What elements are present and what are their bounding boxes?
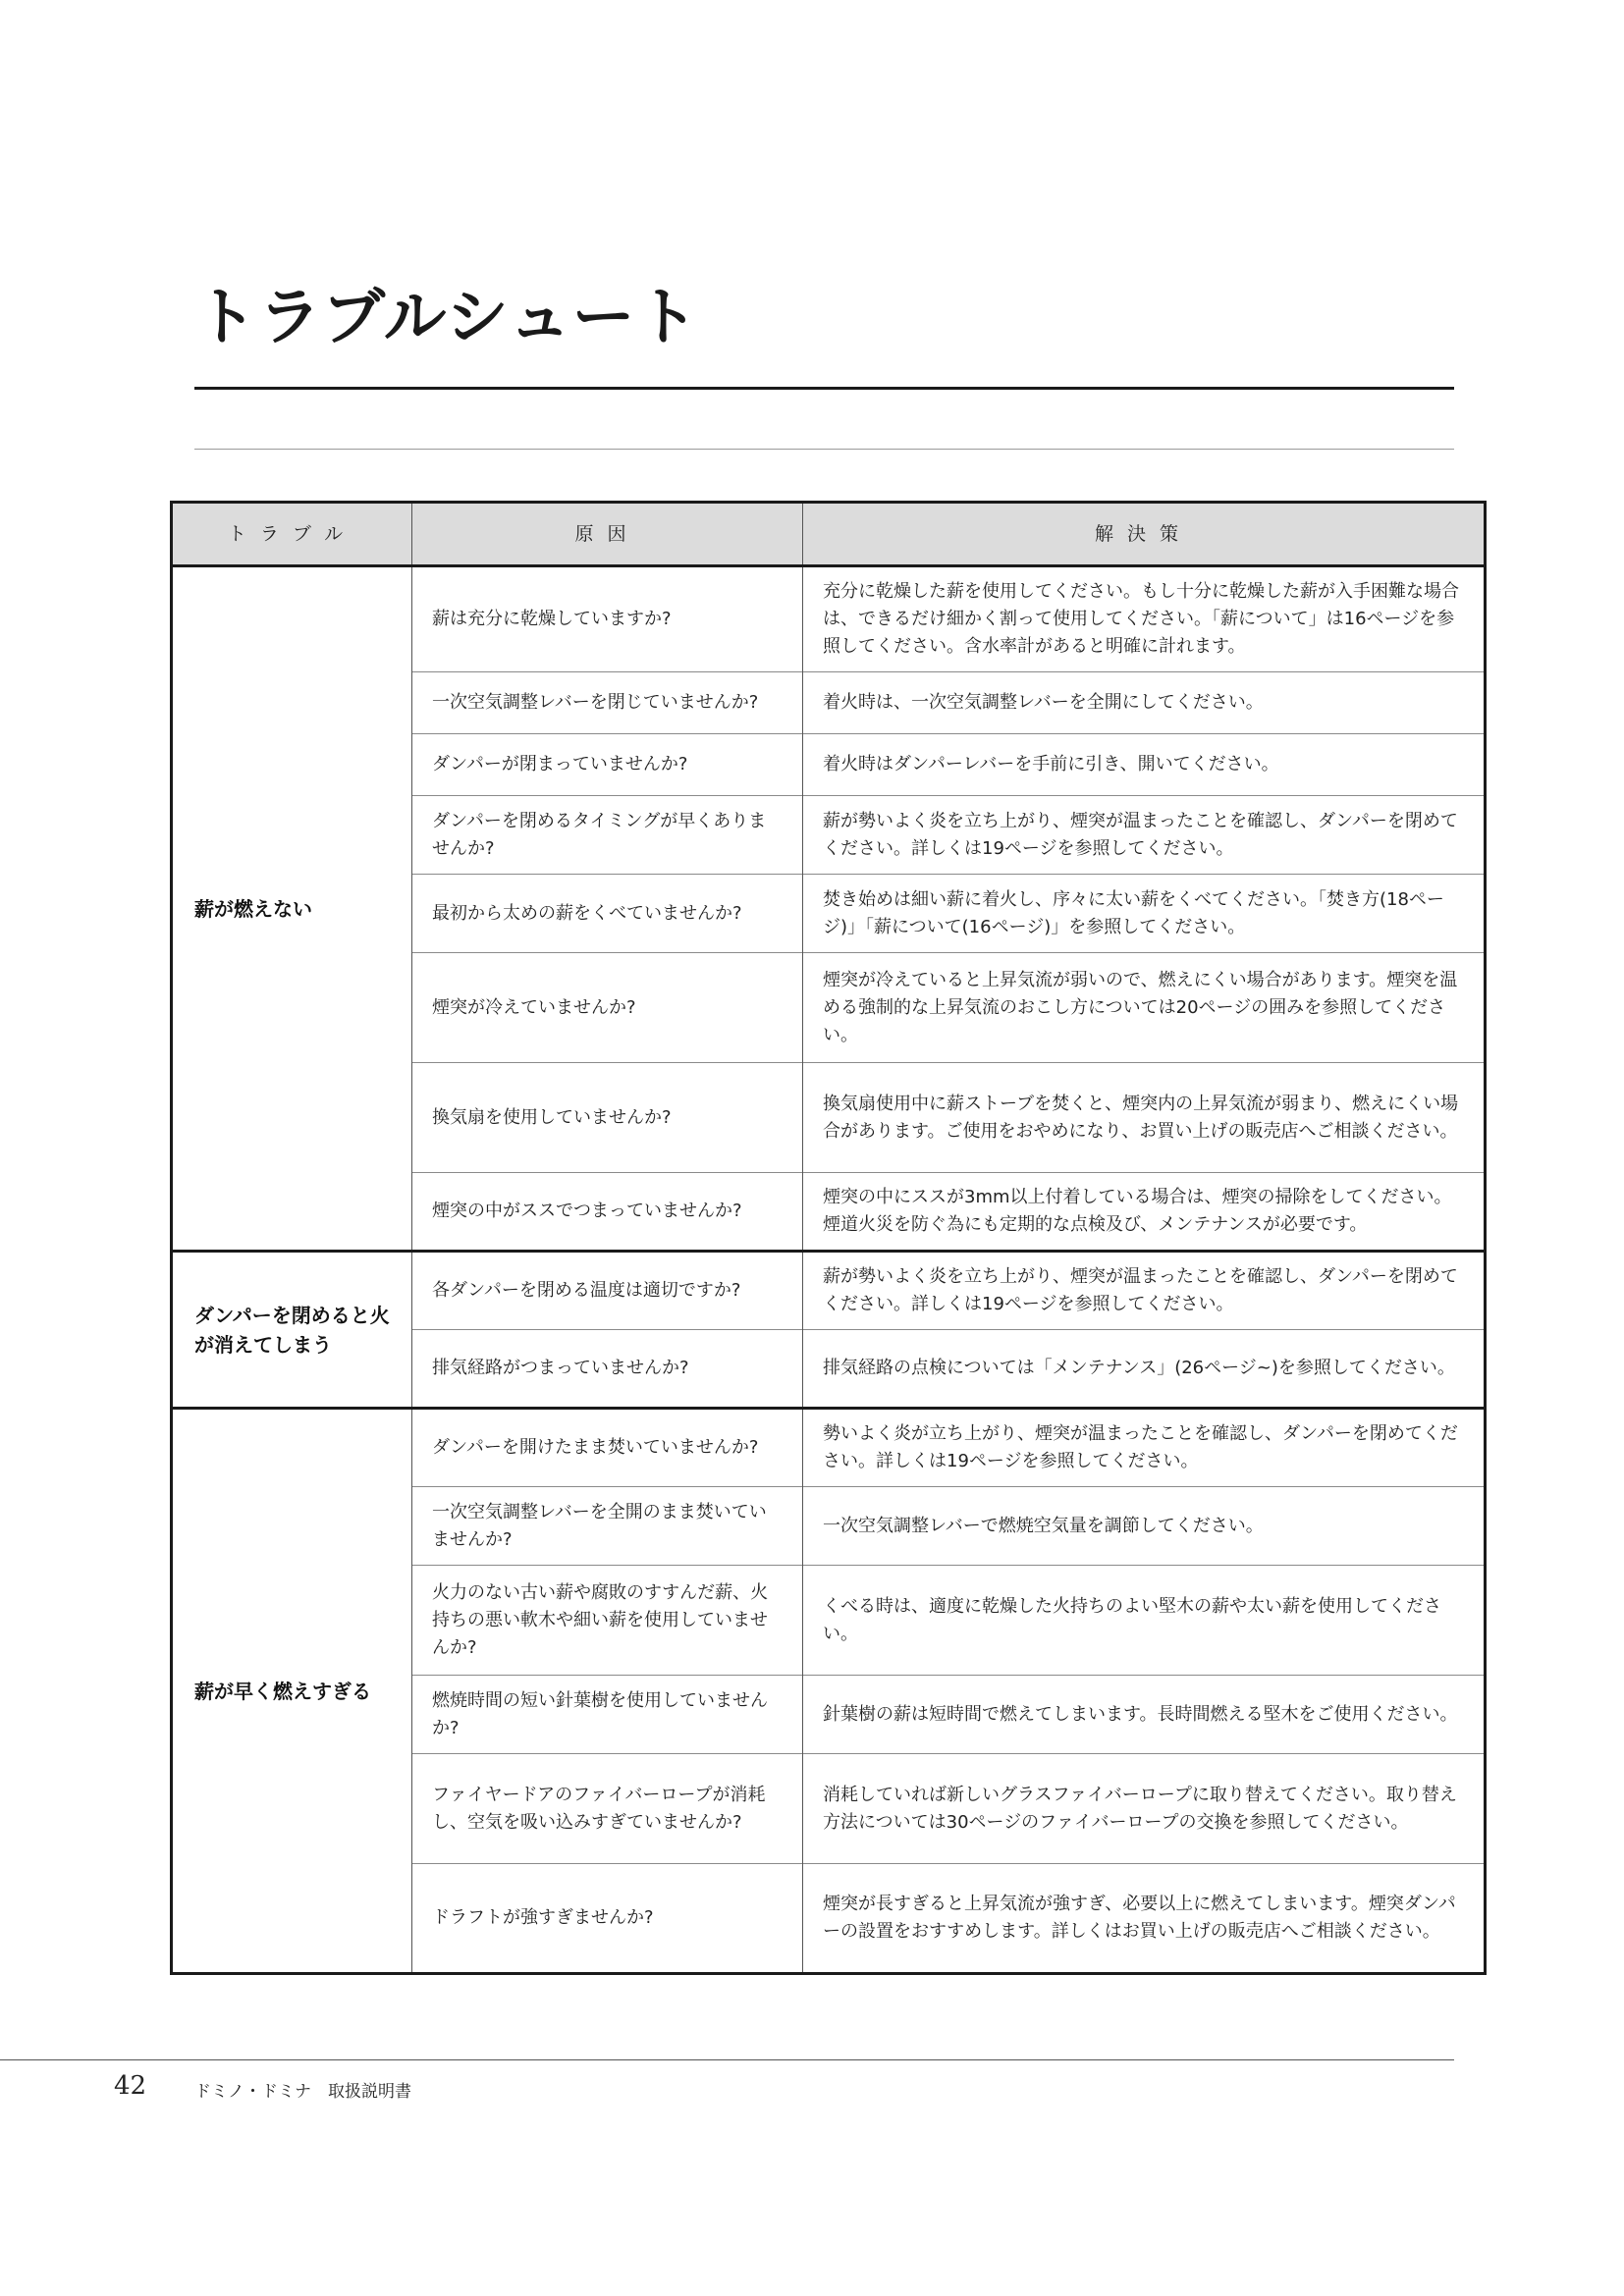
solution-cell: 充分に乾燥した薪を使用してください。もし十分に乾燥した薪が入手困難な場合は、できるだけ細かく割って使用してください。「薪について」は16ページを参照してください。含水率計があると明確に計れます。 [803, 566, 1486, 672]
cause-cell: 薪は充分に乾燥していますか? [412, 566, 803, 672]
section-divider [194, 449, 1454, 450]
table-row [172, 566, 1486, 672]
solution-cell: 煙突が長すぎると上昇気流が強すぎ、必要以上に燃えてしまいます。煙突ダンパーの設置をおすすめします。詳しくはお買い上げの販売店へご相談ください。 [803, 1864, 1486, 1974]
cause-cell: 燃焼時間の短い針葉樹を使用していませんか? [412, 1676, 803, 1754]
cause-cell: ダンパーを閉めるタイミングが早くありませんか? [412, 796, 803, 875]
cause-cell: ダンパーを開けたまま焚いていませんか? [412, 1409, 803, 1487]
cause-cell: 煙突の中がススでつまっていませんか? [412, 1173, 803, 1252]
footer-divider [0, 2059, 1454, 2060]
document-title: ドミノ・ドミナ 取扱説明書 [194, 2082, 411, 2102]
cause-cell: 換気扇を使用していませんか? [412, 1063, 803, 1173]
cause-cell: ドラフトが強すぎませんか? [412, 1864, 803, 1974]
cause-cell: 最初から太めの薪をくべていませんか? [412, 875, 803, 953]
page-title: トラブルシュート [194, 281, 700, 354]
trouble-category: 薪が燃えない [194, 896, 312, 921]
solution-cell: 針葉樹の薪は短時間で燃えてしまいます。長時間燃える堅木をご使用ください。 [803, 1676, 1486, 1754]
cause-cell: ダンパーが閉まっていませんか? [412, 734, 803, 796]
cause-cell: 火力のない古い薪や腐敗のすすんだ薪、火持ちの悪い軟木や細い薪を使用していませんか? [412, 1566, 803, 1676]
solution-cell: 消耗していれば新しいグラスファイバーロープに取り替えてください。取り替え方法については30ページのファイバーロープの交換を参照してください。 [803, 1754, 1486, 1864]
table-header-row [172, 503, 1486, 566]
table-row [172, 1409, 1486, 1487]
header-cause: 原因 [412, 503, 803, 566]
solution-cell: 着火時はダンパーレバーを手前に引き、開いてください。 [803, 734, 1486, 796]
page-number: 42 [114, 2071, 147, 2101]
solution-cell: 排気経路の点検については「メンテナンス」(26ページ~)を参照してください。 [803, 1330, 1486, 1409]
cause-cell: ファイヤードアのファイバーロープが消耗し、空気を吸い込みすぎていませんか? [412, 1754, 803, 1864]
solution-cell: 勢いよく炎が立ち上がり、煙突が温まったことを確認し、ダンパーを閉めてください。詳しくは19ページを参照してください。 [803, 1409, 1486, 1487]
solution-cell: 一次空気調整レバーで燃焼空気量を調節してください。 [803, 1487, 1486, 1566]
cause-cell: 一次空気調整レバーを全開のまま焚いていませんか? [412, 1487, 803, 1566]
header-solution: 解決策 [803, 503, 1486, 566]
cause-cell: 一次空気調整レバーを閉じていませんか? [412, 672, 803, 734]
solution-cell: 煙突の中にススが3mm以上付着している場合は、煙突の掃除をしてください。煙道火災を防ぐ為にも定期的な点検及び、メンテナンスが必要です。 [803, 1173, 1486, 1252]
solution-cell: くべる時は、適度に乾燥した火持ちのよい堅木の薪や太い薪を使用してください。 [803, 1566, 1486, 1676]
troubleshooting-table [170, 501, 1487, 1975]
solution-cell: 煙突が冷えていると上昇気流が弱いので、燃えにくい場合があります。煙突を温める強制的な上昇気流のおこし方については20ページの囲みを参照してください。 [803, 953, 1486, 1063]
solution-cell: 換気扇使用中に薪ストーブを焚くと、煙突内の上昇気流が弱まり、燃えにくい場合があります。ご使用をおやめになり、お買い上げの販売店へご相談ください。 [803, 1063, 1486, 1173]
solution-cell: 着火時は、一次空気調整レバーを全開にしてください。 [803, 672, 1486, 734]
title-underline [194, 387, 1454, 390]
solution-cell: 薪が勢いよく炎を立ち上がり、煙突が温まったことを確認し、ダンパーを閉めてください。詳しくは19ページを参照してください。 [803, 1252, 1486, 1330]
table-row [172, 1252, 1486, 1330]
cause-cell: 各ダンパーを閉める温度は適切ですか? [412, 1252, 803, 1330]
trouble-category: ダンパーを閉めると火が消えてしまう [172, 1252, 412, 1409]
solution-cell: 薪が勢いよく炎を立ち上がり、煙突が温まったことを確認し、ダンパーを閉めてください。詳しくは19ページを参照してください。 [803, 796, 1486, 875]
solution-cell: 焚き始めは細い薪に着火し、序々に太い薪をくべてください。「焚き方(18ページ)」「薪について(16ページ)」を参照してください。 [803, 875, 1486, 953]
cause-cell: 煙突が冷えていませんか? [412, 953, 803, 1063]
cause-cell: 排気経路がつまっていませんか? [412, 1330, 803, 1409]
header-trouble: トラブル [172, 503, 412, 566]
trouble-category: 薪が早く燃えすぎる [172, 1409, 412, 1974]
